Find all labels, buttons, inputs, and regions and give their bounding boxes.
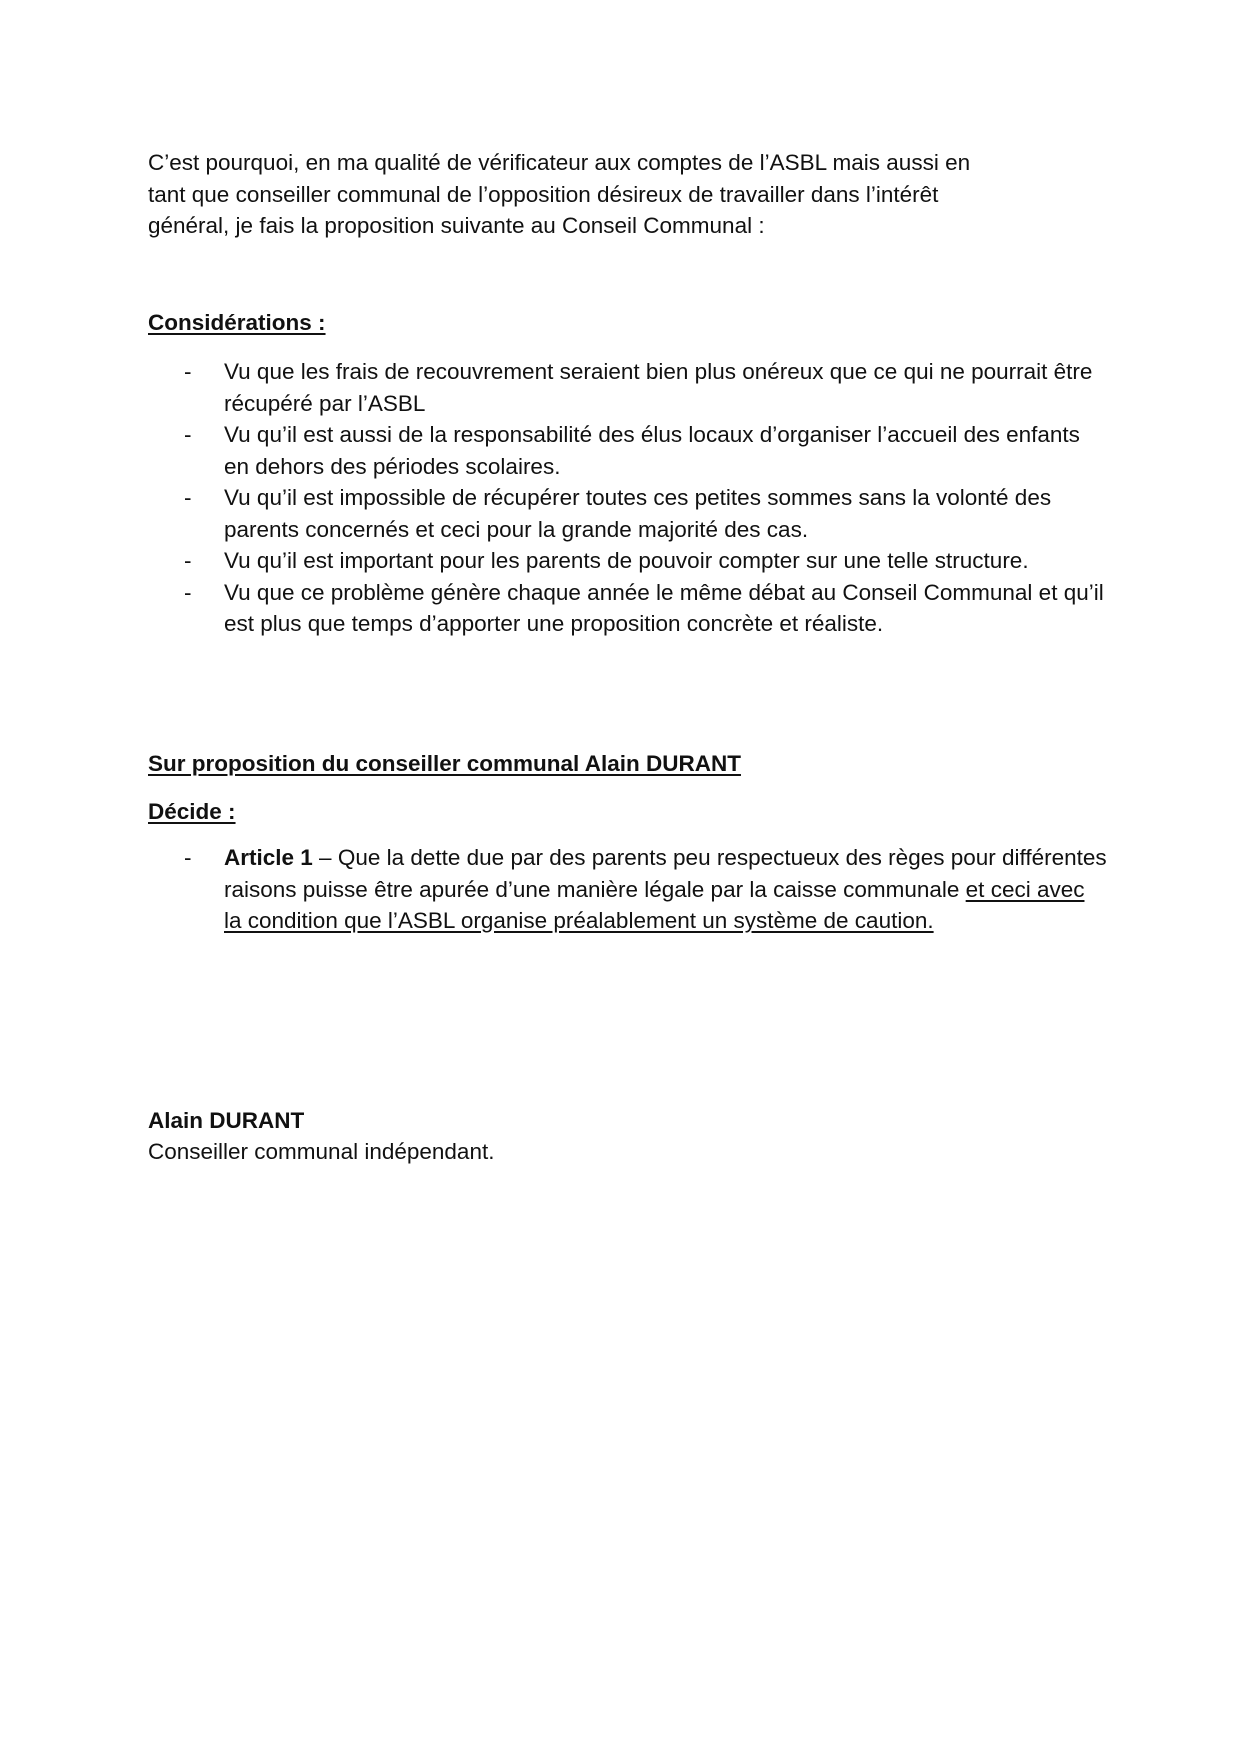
articles-list [148, 842, 1108, 937]
list-item [148, 545, 1108, 577]
signature-title: Conseiller communal indépendant. [148, 1139, 495, 1164]
bullet-dash: - [184, 579, 192, 605]
list-item [148, 419, 1108, 482]
decide-heading: Décide : [148, 799, 236, 824]
list-item [148, 482, 1108, 545]
list-item-text: Vu qu’il est important pour les parents de pouvoir compter sur une telle structure. [224, 548, 1029, 573]
article-label: Article 1 [224, 845, 313, 870]
list-item-text: Vu que ce problème génère chaque année le même débat au Conseil Communal et qu’il est plus que temps d’apporter une proposition concrète et réaliste. [224, 579, 1104, 636]
intro-line-3: général, je fais la proposition suivante au Conseil Communal : [148, 213, 765, 238]
bullet-dash: - [184, 422, 192, 447]
considerations-list [148, 356, 1108, 640]
list-item [148, 356, 1108, 419]
list-item-text: Vu que les frais de recouvrement seraient bien plus onéreux que ce qui ne pourrait être récupéré par l’ASBL [224, 359, 1093, 416]
proposal-heading: Sur proposition du conseiller communal Alain DURANT [148, 751, 741, 776]
article-item [148, 842, 1108, 937]
article-condition: et ceci avec la condition que l’ASBL organise préalablement un système de caution. [224, 876, 1085, 933]
list-item-text: Vu qu’il est impossible de récupérer toutes ces petites sommes sans la volonté des parents concernés et ceci pour la grande majorité des cas. [224, 485, 1052, 542]
list-item [148, 577, 1108, 640]
bullet-dash: - [184, 485, 192, 510]
considerations-heading: Considérations : [148, 310, 326, 335]
article-text: – Que la dette due par des parents peu respectueux des règes pour différentes raisons puisse être apurée d’une manière légale par la caisse communale [224, 845, 1107, 902]
signature-name: Alain DURANT [148, 1108, 305, 1133]
bullet-dash: - [184, 845, 192, 870]
intro-line-2: tant que conseiller communal de l’opposition désireux de travailler dans l’intérêt [148, 181, 939, 207]
intro-paragraph [148, 147, 1108, 242]
bullet-dash: - [184, 548, 192, 573]
bullet-dash: - [184, 359, 192, 384]
intro-line-1: C’est pourquoi, en ma qualité de vérificateur aux comptes de l’ASBL mais aussi en [148, 150, 971, 175]
list-item-text: Vu qu’il est aussi de la responsabilité des élus locaux d’organiser l’accueil des enfants en dehors des périodes scolaires. [224, 422, 1080, 479]
